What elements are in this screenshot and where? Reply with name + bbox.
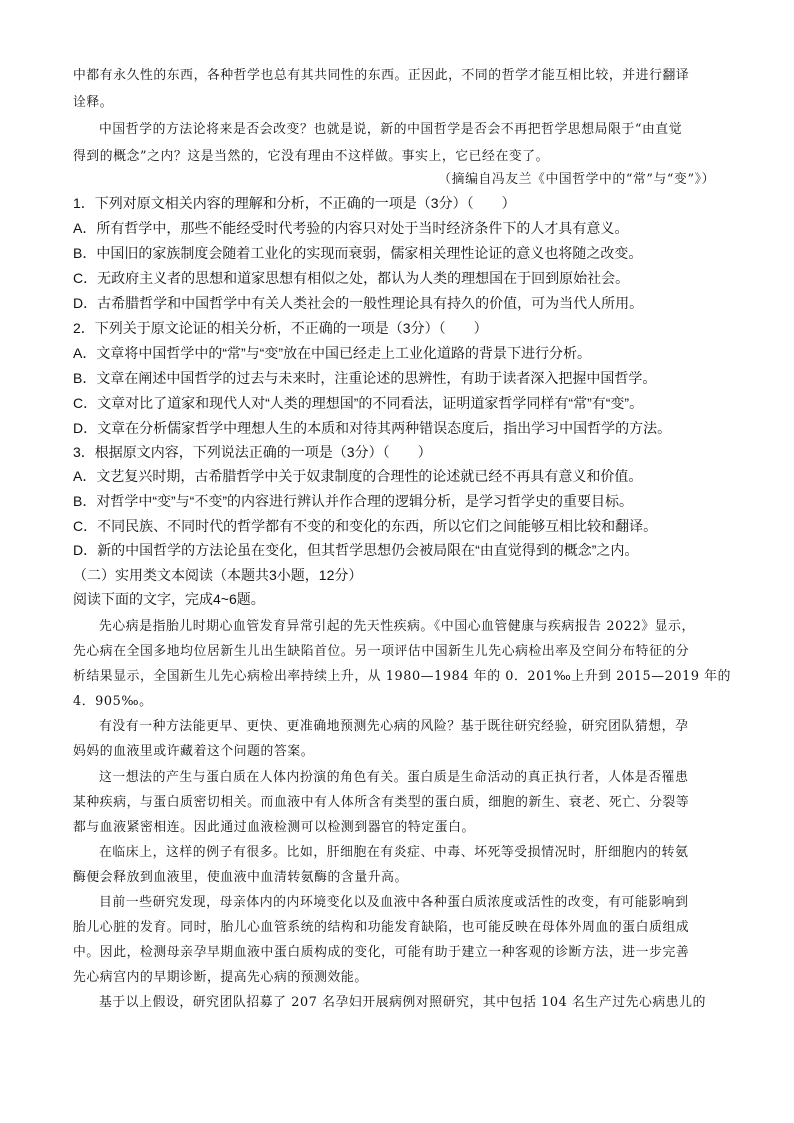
option-d: D．古希腊哲学和中国哲学中有关人类社会的一般性理论具有持久的价值，可为当代人所用。 bbox=[73, 295, 644, 311]
passage-line: 有没有一种方法能更早、更快、更准确地预测先心病的风险？基于既往研究经验，研究团队猜想，孕 bbox=[99, 719, 689, 734]
passage-line: 先心病是指胎儿时期心血管发育异常引起的先天性疾病。《中国心血管健康与疾病报告 2022》显示， bbox=[99, 619, 695, 634]
passage-line: 先心病宫内的早期诊断，提高先心病的预测效能。 bbox=[73, 970, 368, 985]
question-stem: 3．根据原文内容，下列说法正确的一项是（3分）（ ） bbox=[73, 444, 432, 460]
passage-line: 得到的概念”之内？这是当然的，它没有理由不这样做。事实上，它已经在变了。 bbox=[73, 149, 550, 164]
question-stem: 2．下列关于原文论证的相关分析，不正确的一项是（3分）（ ） bbox=[73, 320, 488, 336]
passage-line: 都与血液紧密相连。因此通过血液检测可以检测到器官的特定蛋白。 bbox=[73, 820, 475, 835]
passage-line: 妈妈的血液里或许藏着这个问题的答案。 bbox=[73, 744, 315, 759]
section-instruction: 阅读下面的文字，完成4~6题。 bbox=[73, 591, 265, 607]
passage-line: 中。因此，检测母亲孕早期血液中蛋白质构成的变化，可能有助于建立一种客观的诊断方法，进一步完善 bbox=[73, 945, 690, 960]
passage-line: 酶便会释放到血液里，使血液中血清转氨酶的含量升高。 bbox=[73, 870, 408, 885]
passage-line: 某种疾病，与蛋白质密切相关。而血液中有人体所含有类型的蛋白质，细胞的新生、衰老、死亡、分裂等 bbox=[73, 795, 690, 810]
option-a: A．文艺复兴时期，古希腊哲学中关于奴隶制度的合理性的论述就已经不再具有意义和价值。 bbox=[73, 468, 643, 484]
passage-line: 中国哲学的方法论将来是否会改变？也就是说，新的中国哲学是否会不再把哲学思想局限于“由直觉 bbox=[99, 122, 683, 137]
passage-line: 4．905‰。 bbox=[73, 694, 153, 709]
passage-line: 胎儿心脏的发育。同时，胎儿心血管系统的结构和功能发育缺陷，也可能反映在母体外周血的蛋白质组成 bbox=[73, 920, 690, 935]
option-b: B．文章在阐述中国哲学的过去与未来时，注重论述的思辨性，有助于读者深入把握中国哲学。 bbox=[73, 370, 657, 386]
option-b: B．对哲学中“变”与“不变”的内容进行辨认并作合理的逻辑分析，是学习哲学史的重要目标。 bbox=[73, 493, 633, 509]
question-stem: 1．下列对原文相关内容的理解和分析，不正确的一项是（3分）（ ） bbox=[73, 195, 516, 211]
option-d: D．新的中国哲学的方法论虽在变化，但其哲学思想仍会被局限在“由直觉得到的概念”之内。 bbox=[73, 542, 639, 558]
option-a: A．文章将中国哲学中的“常”与“变”放在中国已经走上工业化道路的背景下进行分析。 bbox=[73, 345, 591, 361]
source-citation: （摘编自冯友兰《中国哲学中的“常”与“变”》） bbox=[438, 172, 715, 187]
option-a: A．所有哲学中，那些不能经受时代考验的内容只对处于当时经济条件下的人才具有意义。 bbox=[73, 220, 629, 236]
option-d: D．文章在分析儒家哲学中理想人生的本质和对待其两种错误态度后，指出学习中国哲学的方法。 bbox=[73, 420, 672, 436]
option-b: B．中国旧的家族制度会随着工业化的实现而衰弱，儒家相关理性论证的意义也将随之改变。 bbox=[73, 245, 643, 261]
option-c: C．无政府主义者的思想和道家思想有相似之处，都认为人类的理想国在于回到原始社会。 bbox=[73, 270, 630, 286]
passage-line: 析结果显示，全国新生儿先心病检出率持续上升，从 1980—1984 年的 0．201‰上升到 2015—2019 年的 bbox=[73, 669, 732, 684]
passage-line: 基于以上假设，研究团队招募了 207 名孕妇开展病例对照研究，其中包括 104 名生产过先心病患儿的 bbox=[99, 995, 706, 1010]
passage-line: 目前一些研究发现，母亲体内的内环境变化以及血液中各种蛋白质浓度或活性的改变，有可能影响到 bbox=[99, 895, 689, 910]
passage-line: 中都有永久性的东西，各种哲学也总有其共同性的东西。正因此，不同的哲学才能互相比较，并进行翻译 bbox=[73, 68, 690, 83]
passage-line: 这一想法的产生与蛋白质在人体内扮演的角色有关。蛋白质是生命活动的真正执行者，人体是否罹患 bbox=[99, 770, 689, 785]
passage-line: 先心病在全国多地均位居新生儿出生缺陷首位。另一项评估中国新生儿先心病检出率及空间分布特征的分 bbox=[73, 644, 690, 659]
option-c: C．文章对比了道家和现代人对“人类的理想国”的不同看法，证明道家哲学同样有“常”有“变”。 bbox=[73, 395, 644, 411]
passage-line: 在临床上，这样的例子有很多。比如，肝细胞在有炎症、中毒、坏死等受损情况时，肝细胞内的转氨 bbox=[99, 845, 689, 860]
section-heading: （二）实用类文本阅读（本题共3小题，12分） bbox=[73, 567, 363, 583]
option-c: C．不同民族、不同时代的哲学都有不变的和变化的东西，所以它们之间能够互相比较和翻译。 bbox=[73, 518, 658, 534]
passage-line: 诠释。 bbox=[73, 95, 114, 110]
